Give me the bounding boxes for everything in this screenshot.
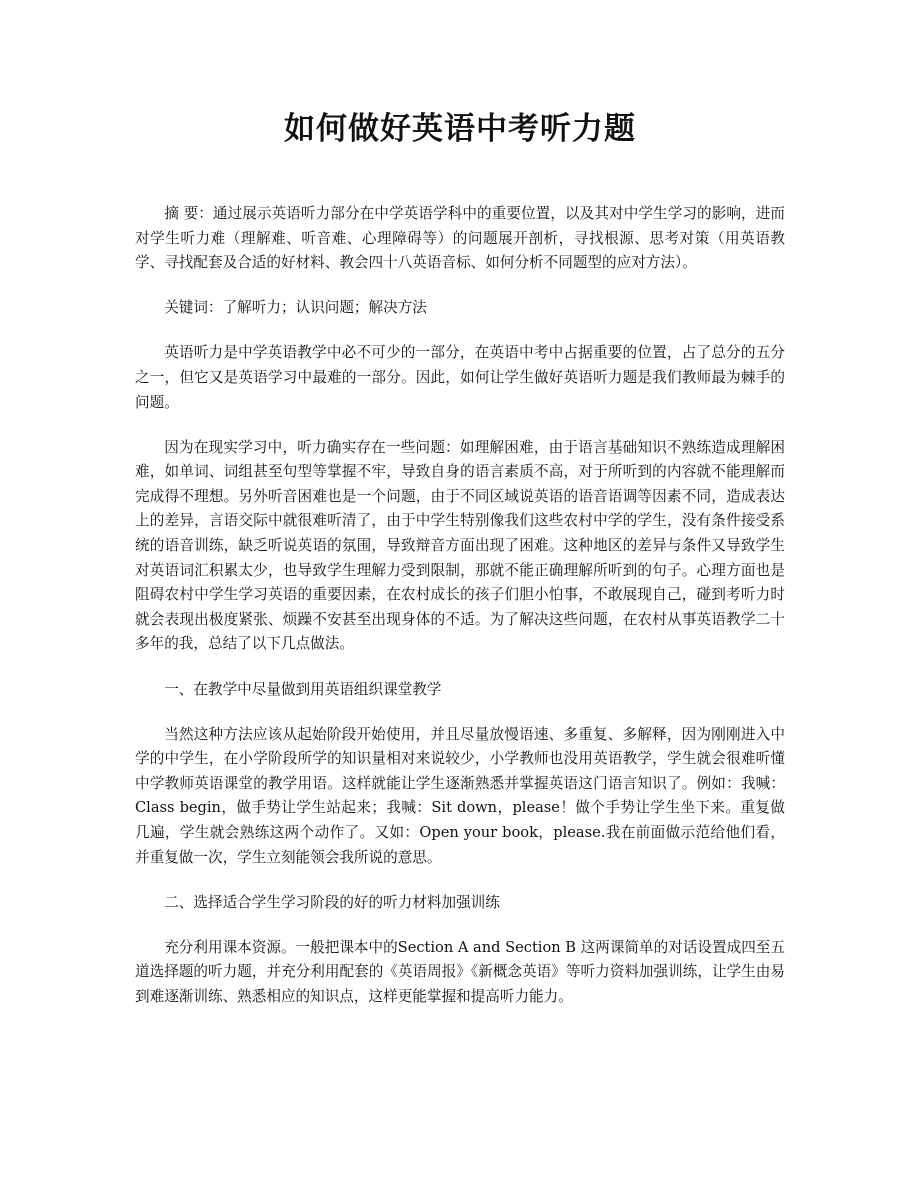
body-paragraph: 因为在现实学习中，听力确实存在一些问题：如理解困难，由于语言基础知识不熟练造成理解困难，如单词、词组甚至句型等掌握不牢，导致自身的语言素质不高，对于所听到的内容就不能理解而完成得不理想。另外听音困难也是一个问题，由于不同区域说英语的语音语调等因素不同，造成表达上的差异，言语交际中就很难听清了，由于中学生特别像我们这些农村中学的学生，没有条件接受系统的语音训练，缺乏听说英语的氛围，导致辩音方面出现了困难。这种地区的差异与条件又导致学生对英语词汇积累太少，也导致学生理解力受到限制，那就不能正确理解所听到的句子。心理方面也是阻碍农村中学生学习英语的重要因素，在农村成长的孩子们胆小怕事，不敢展现自己，碰到考听力时就会表现出极度紧张、烦躁不安甚至出现身体的不适。为了解决这些问题，在农村从事英语教学二十多年的我，总结了以下几点做法。 — [135, 438, 785, 653]
abstract-paragraph: 摘 要：通过展示英语听力部分在中学英语学科中的重要位置，以及其对中学生学习的影响，进而对学生听力难（理解难、听音难、心理障碍等）的问题展开剖析，寻找根源、思考对策（用英语教学、寻找配套及合适的好材料、教会四十八英语音标、如何分析不同题型的应对方法）。 — [135, 205, 785, 272]
section-heading: 二、选择适合学生学习阶段的好的听力材料加强训练 — [164, 893, 500, 911]
body-paragraph: 当然这种方法应该从起始阶段开始使用，并且尽量放慢语速、多重复、多解释，因为刚刚进入中学的中学生，在小学阶段所学的知识量相对来说较少，小学教师也没用英语教学，学生就会很难听懂中学教师英语课堂的教学用语。这样就能让学生逐渐熟悉并掌握英语这门语言知识了。例如：我喊：Class begin，做手势让学生站起来；我喊：Sit down，please！做个手势让学生坐下来。重复做几遍，学生就会熟练这两个动作了。又如：Open your book，please.我在前面做示范给他们看，并重复做一次，学生立刻能领会我所说的意思。 — [135, 725, 785, 866]
body-paragraph: 充分利用课本资源。一般把课本中的Section A and Section B 这两课简单的对话设置成四至五道选择题的听力题，并充分利用配套的《英语周报》《新概念英语》等听力资料加强训练，让学生由易到难逐渐训练、熟悉相应的知识点，这样更能掌握和提高听力能力。 — [135, 938, 785, 1005]
body-paragraph: 英语听力是中学英语教学中必不可少的一部分，在英语中考中占据重要的位置，占了总分的五分之一，但它又是英语学习中最难的一部分。因此，如何让学生做好英语听力题是我们教师最为棘手的问题。 — [135, 344, 785, 411]
document-title: 如何做好英语中考听力题 — [284, 111, 636, 147]
document-body — [135, 202, 785, 1030]
keywords-paragraph: 关键词：了解听力；认识问题；解决方法 — [164, 299, 427, 317]
section-heading: 一、在教学中尽量做到用英语组织课堂教学 — [164, 680, 442, 698]
